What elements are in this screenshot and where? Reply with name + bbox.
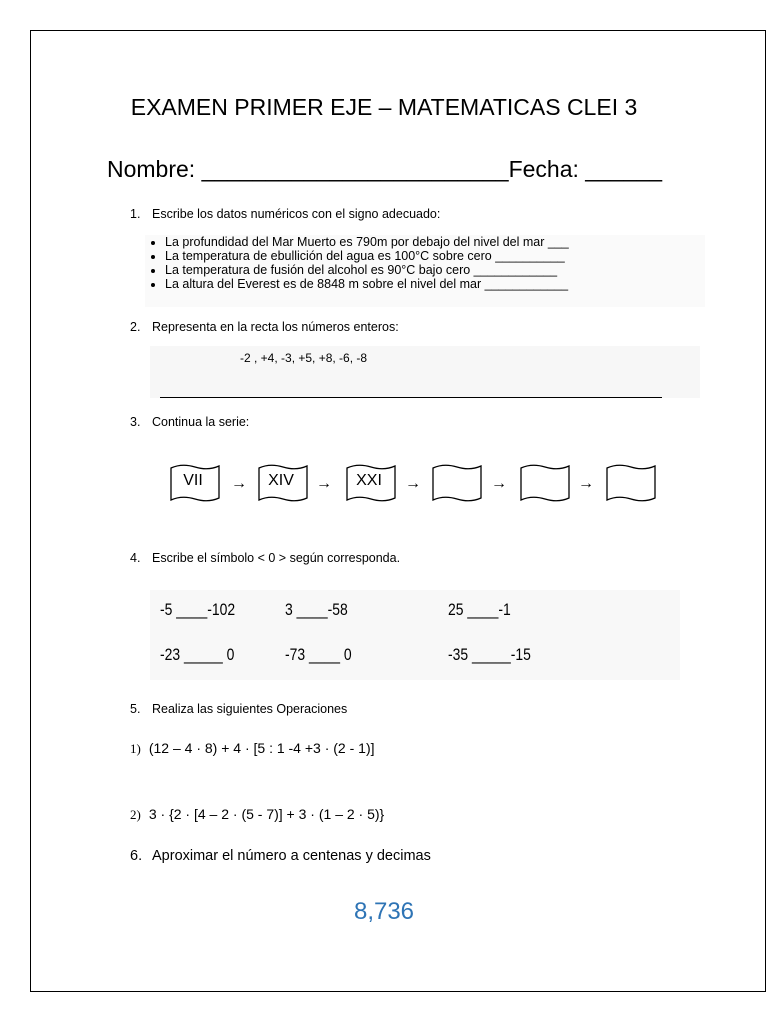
number-line-area (150, 346, 700, 398)
integer-list: -2 , +4, -3, +5, +8, -6, -8 (240, 351, 368, 365)
q4-text: Escribe el símbolo < 0 > según corresponda. (152, 551, 401, 565)
q5-number: 5. (130, 702, 141, 716)
operation-index: 2) (130, 807, 141, 822)
q3-heading (130, 415, 249, 429)
series-value: XXI (356, 472, 382, 489)
comparison-item: -35 _____-15 (448, 645, 531, 664)
list-item: • La temperatura de fusión del alcohol es 90°C bajo cero ____________ (165, 263, 705, 277)
arrow-icon: → (405, 475, 421, 492)
q2-text: Representa en la recta los números enteros: (152, 320, 399, 334)
operation-expression: 3 · {2 · [4 – 2 · (5 - 7)] + 3 · (1 – 2 · 5)} (148, 806, 385, 822)
operation-1 (130, 740, 375, 757)
q1-heading (130, 207, 440, 221)
number-to-round: 8,736 (353, 898, 415, 925)
operation-expression: (12 – 4 · 8) + 4 · [5 : 1 -4 +3 · (2 - 1)] (148, 740, 375, 756)
q3-text: Continua la serie: (152, 415, 250, 429)
q3-number: 3. (130, 415, 141, 429)
arrow-icon: → (316, 475, 332, 492)
q6-text: Aproximar el número a centenas y decimas (152, 848, 431, 864)
arrow-icon: → (491, 475, 507, 492)
arrow-icon: → (578, 475, 594, 492)
operation-2 (130, 806, 384, 823)
q5-heading (130, 702, 347, 716)
series-value: VII (183, 472, 203, 489)
series-box (256, 462, 310, 504)
comparison-item: -73 ____ 0 (285, 645, 352, 664)
comparison-item: -23 _____ 0 (160, 645, 235, 664)
number-line-rule (160, 397, 662, 398)
q2-number: 2. (130, 320, 141, 334)
q2-heading (130, 320, 399, 334)
q5-text: Realiza las siguientes Operaciones (152, 702, 348, 716)
comparison-item: -5 ____-102 (160, 600, 236, 619)
name-date-line: Nombre: ________________________Fecha: ______ (107, 156, 663, 182)
q1-number: 1. (130, 207, 141, 221)
q1-bullet-list (145, 235, 705, 307)
series-box (344, 462, 398, 504)
exam-title: EXAMEN PRIMER EJE – MATEMATICAS CLEI 3 (130, 94, 638, 120)
series-box (604, 462, 658, 504)
comparison-item: 25 ____-1 (448, 600, 511, 619)
operation-index: 1) (130, 741, 141, 756)
scroll-shape-icon (604, 462, 658, 504)
q4-number: 4. (130, 551, 141, 565)
series-box (430, 462, 484, 504)
comparison-item: 3 ____-58 (285, 600, 348, 619)
arrow-icon: → (231, 475, 247, 492)
list-item: • La profundidad del Mar Muerto es 790m por debajo del nivel del mar ___ (165, 235, 705, 249)
q1-text: Escribe los datos numéricos con el signo adecuado: (152, 207, 441, 221)
list-item: • La temperatura de ebullición del agua es 100°C sobre cero __________ (165, 249, 705, 263)
q6-number: 6. (130, 848, 143, 864)
series-box (518, 462, 572, 504)
series-value: XIV (268, 472, 294, 489)
list-item: • La altura del Everest es de 8848 m sobre el nivel del mar ____________ (165, 277, 705, 291)
series-box (168, 462, 222, 504)
scroll-shape-icon (430, 462, 484, 504)
scroll-shape-icon (518, 462, 572, 504)
q6-heading (130, 848, 431, 864)
q4-heading (130, 551, 400, 565)
